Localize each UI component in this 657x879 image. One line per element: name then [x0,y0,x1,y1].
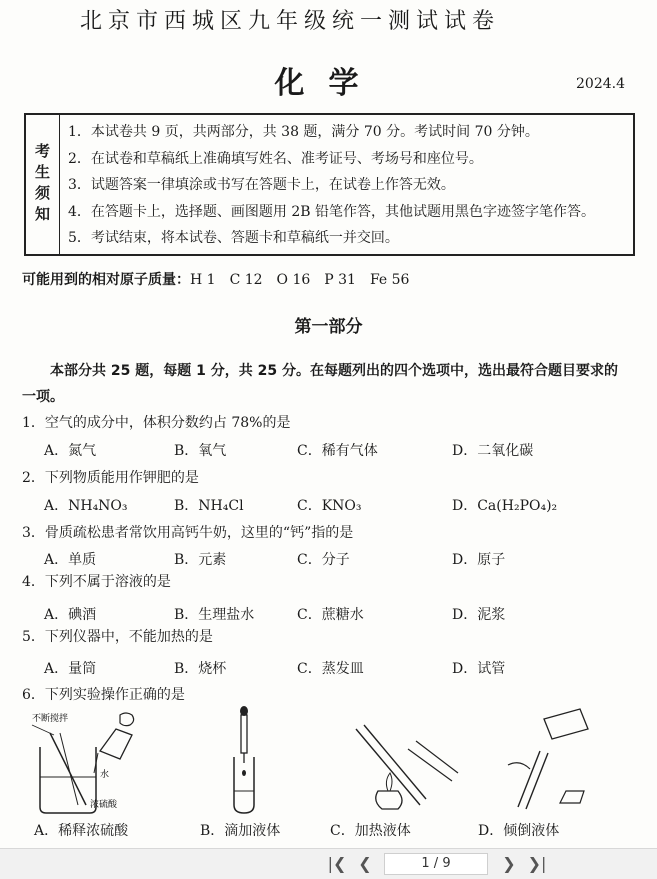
option: B．元素 [174,552,227,568]
pdf-toolbar [0,848,657,879]
candidate-notice-box [24,113,635,256]
stir-label: 不断搅拌 [32,714,69,724]
option: D．试管 [452,661,506,677]
exam-title: 北京市西城区九年级统一测试试卷 [80,9,501,34]
question-stem: 5．下列仪器中，不能加热的是 [22,629,213,645]
notice-heading: 考生须知 [33,142,51,227]
page-indicator[interactable]: 1 / 9 [384,853,488,875]
water-label: 水 [100,770,110,780]
notice-item: 3．试题答案一律填涂或书写在答题卡上，在试卷上作答无效。 [68,177,455,193]
question-stem: 3．骨质疏松患者常饮用高钙牛奶，这里的“钙”指的是 [22,525,354,541]
option: A．NH₄NO₃ [44,498,128,514]
question-stem: 1．空气的成分中，体积分数约占 78%的是 [22,415,291,431]
notice-item: 1．本试卷共 9 页，共两部分，共 38 题，满分 70 分。考试时间 70 分钟。 [68,124,539,140]
atomic-masses [22,269,409,289]
option: B．NH₄Cl [174,498,244,514]
first-page-icon[interactable]: |❮ [327,854,347,873]
option: A．碘酒 [44,607,97,623]
previous-page-icon[interactable]: ❮ [358,854,372,873]
notice-list [68,119,629,252]
option: D．Ca(H₂PO₄)₂ [452,498,558,514]
option: C．分子 [297,552,350,568]
acid-label: 浓硫酸 [90,800,118,810]
dropper-figure [224,705,274,817]
atomic-masses-values: H 1 C 12 O 16 P 31 Fe 56 [190,272,410,288]
option: C．蒸发皿 [297,661,364,677]
figure-caption: C．加热液体 [330,823,411,839]
question-stem: 6．下列实验操作正确的是 [22,687,185,703]
notice-heading-cell [26,115,60,254]
notice-item: 5．考试结束，将本试卷、答题卡和草稿纸一并交回。 [68,230,399,246]
option: A．氮气 [44,443,97,459]
next-page-icon[interactable]: ❯ [502,854,516,873]
last-page-icon[interactable]: ❯| [527,854,547,873]
part-intro: 本部分共 25 题，每题 1 分，共 25 分。在每题列出的四个选项中，选出最符合题目要求的一项。 [22,363,618,405]
option: D．二氧化碳 [452,443,534,459]
figure-caption: B．滴加液体 [200,823,281,839]
dilute-acid-figure [28,705,148,817]
option: B．氧气 [174,443,227,459]
exam-date: 2024.4 [576,76,625,92]
figure-caption: D．倾倒液体 [478,823,560,839]
notice-item: 4．在答题卡上，选择题、画图题用 2B 铅笔作答，其他试题用黑色字迹签字笔作答。 [68,203,596,220]
option: D．原子 [452,552,506,568]
subject-title: 化学 [274,66,383,101]
option: A．单质 [44,552,97,568]
option: C．稀有气体 [297,443,378,459]
notice-item: 2．在试卷和草稿纸上准确填写姓名、准考证号、考场号和座位号。 [68,150,483,167]
option: A．量筒 [44,661,97,677]
question-stem: 2．下列物质能用作钾肥的是 [22,470,199,486]
option: C．蔗糖水 [297,607,364,623]
option: C．KNO₃ [297,498,362,514]
part-title: 第一部分 [294,317,363,337]
pour-liquid-figure [488,705,598,817]
q6-figures [28,705,628,820]
option: B．生理盐水 [174,607,255,623]
option: D．泥浆 [452,607,506,623]
figure-caption: A．稀释浓硫酸 [34,823,129,839]
atomic-masses-label: 可能用到的相对原子质量： [22,272,190,288]
heat-liquid-figure [350,705,460,817]
question-stem: 4．下列不属于溶液的是 [22,574,171,590]
option: B．烧杯 [174,661,227,677]
